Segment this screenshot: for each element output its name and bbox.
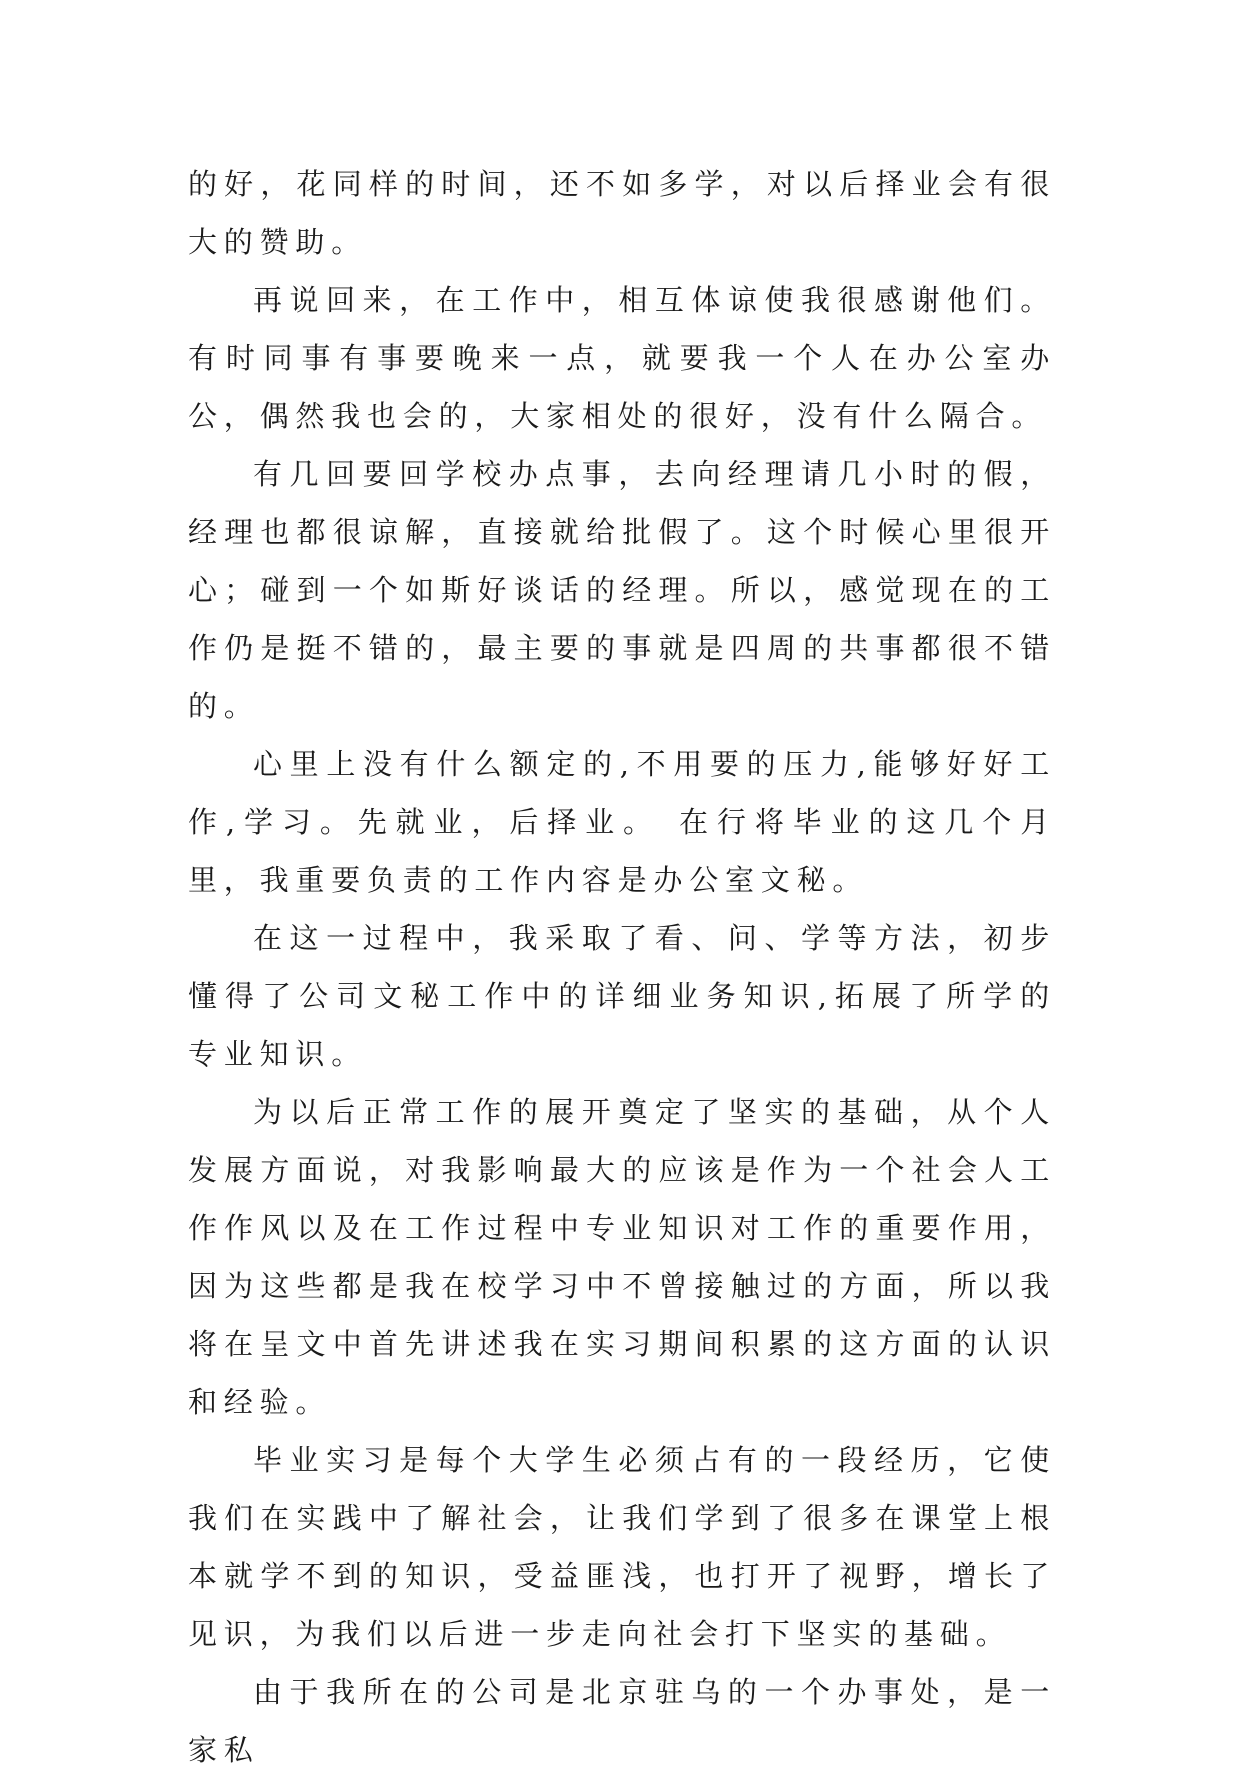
paragraph: 有几回要回学校办点事，去向经理请几小时的假，经理也都很谅解，直接就给批假了。这个时候心里很开心；碰到一个如斯好谈话的经理。所以，感觉现在的工作仍是挺不错的，最主要的事就是四周的共事都很不错的。 — [188, 457, 1056, 723]
paragraph: 在这一过程中，我采取了看、问、学等方法，初步懂得了公司文秘工作中的详细业务知识,拓展了所学的专业知识。 — [188, 921, 1056, 1071]
paragraph: 由于我所在的公司是北京驻乌的一个办事处，是一家私 — [188, 1675, 1056, 1767]
paragraph: 的好，花同样的时间，还不如多学，对以后择业会有很大的赞助。 — [188, 167, 1056, 259]
paragraph: 心里上没有什么额定的,不用要的压力,能够好好工作,学习。先就业，后择业。 在行将毕业的这几个月里，我重要负责的工作内容是办公室文秘。 — [188, 747, 1056, 897]
paragraph: 为以后正常工作的展开奠定了坚实的基础，从个人发展方面说，对我影响最大的应该是作为一个社会人工作作风以及在工作过程中专业知识对工作的重要作用，因为这些都是我在校学习中不曾接触过的方面，所以我将在呈文中首先讲述我在实习期间积累的这方面的认识和经验。 — [188, 1095, 1056, 1419]
document-body — [188, 155, 1056, 1779]
paragraph: 毕业实习是每个大学生必须占有的一段经历，它使我们在实践中了解社会，让我们学到了很多在课堂上根本就学不到的知识，受益匪浅，也打开了视野，增长了见识，为我们以后进一步走向社会打下坚实的基础。 — [188, 1443, 1056, 1651]
paragraph: 再说回来，在工作中，相互体谅使我很感谢他们。有时同事有事要晚来一点，就要我一个人在办公室办公，偶然我也会的，大家相处的很好，没有什么隔合。 — [188, 283, 1056, 433]
